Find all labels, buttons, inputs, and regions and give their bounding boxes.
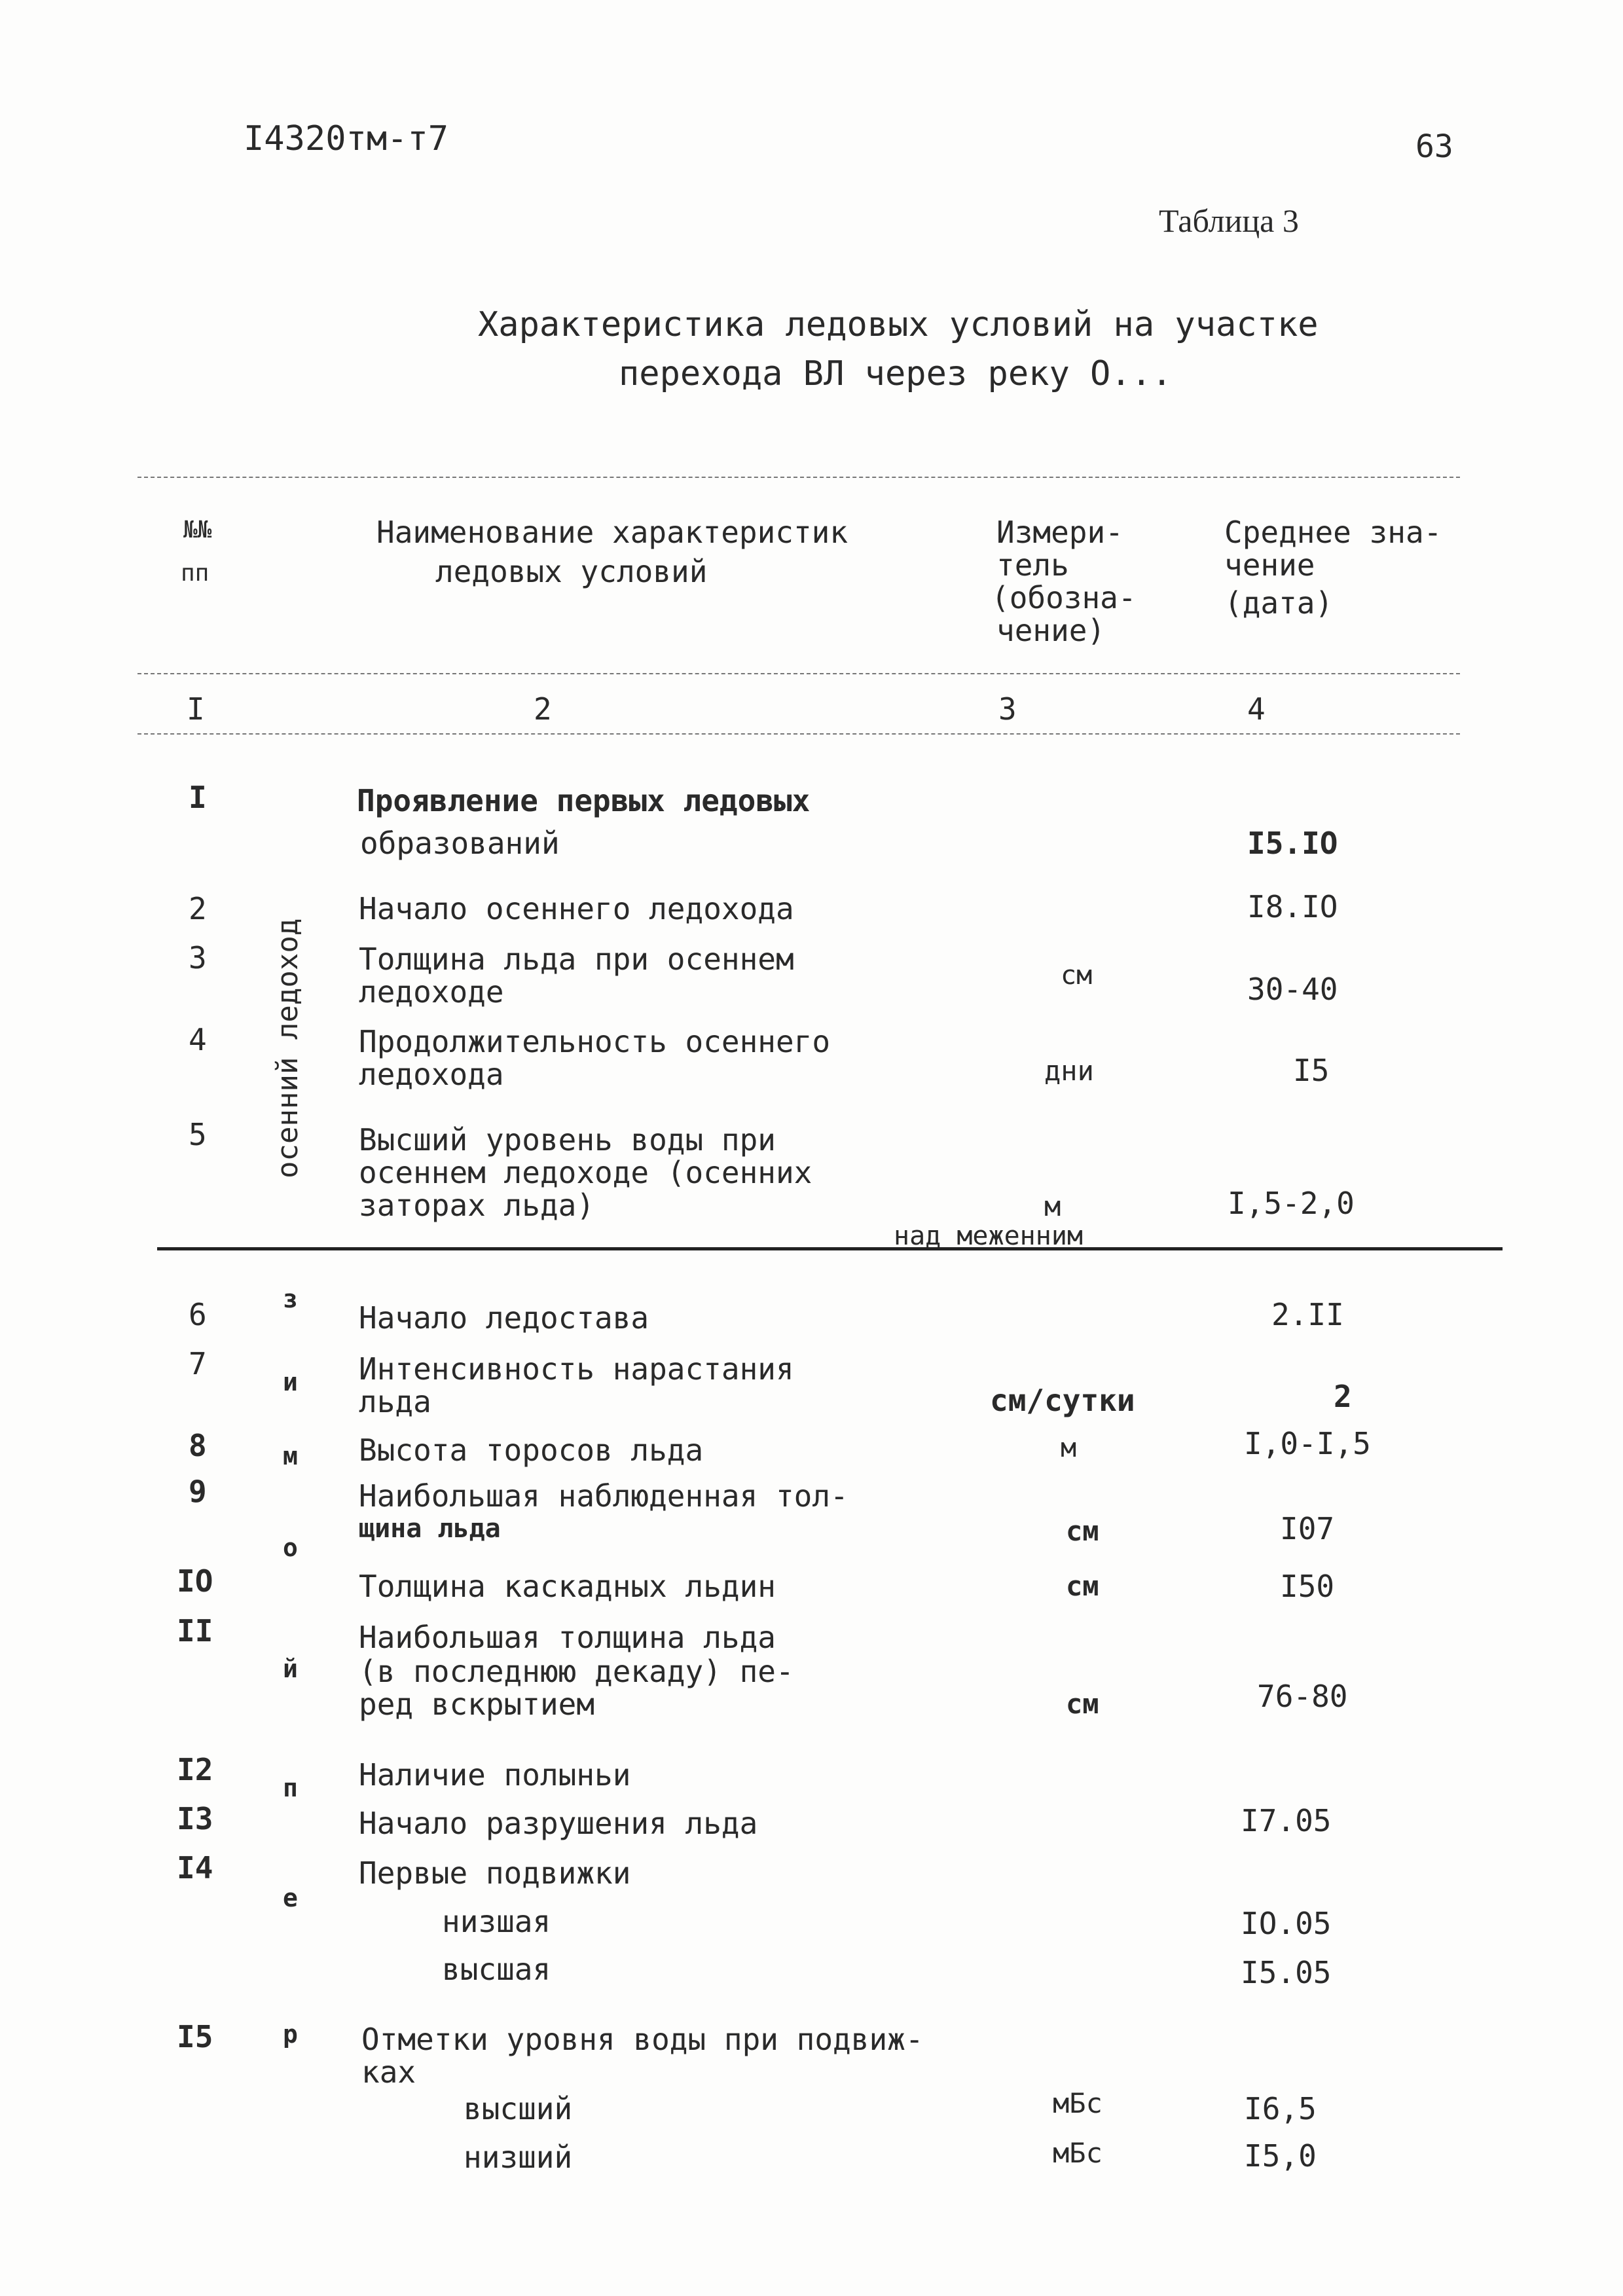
row-name-line: Интенсивность нарастания: [359, 1351, 794, 1387]
row-number: I4: [177, 1850, 213, 1886]
section-autumn-label: осенний ледоход: [271, 918, 304, 1178]
row-name-line: Продолжительность осеннего: [359, 1024, 831, 1059]
row-name-line: ках: [361, 2054, 416, 2090]
row-unit: м: [1044, 1190, 1061, 1222]
row-name-line: Первые подвижки: [359, 1855, 631, 1891]
table-title-line-2: перехода ВЛ через реку О...: [619, 354, 1173, 393]
table-title-line-1: Характеристика ледовых условий на участке: [478, 305, 1319, 344]
row-name-line: Начало осеннего ледохода: [359, 891, 794, 926]
column-index-4: 4: [1247, 691, 1266, 727]
row-value: I50: [1280, 1569, 1335, 1604]
column-header-value-line: чение: [1224, 547, 1315, 583]
column-header-name-line: Наименование характеристик: [376, 515, 848, 550]
row-name-line: Высота торосов льда: [359, 1432, 704, 1468]
column-header-unit-line: чение): [996, 613, 1106, 648]
column-header-value-line: (дата): [1224, 585, 1334, 621]
row-value: I5,0: [1244, 2138, 1317, 2174]
row-value: I5.05: [1241, 1955, 1332, 1990]
row-number: II: [177, 1613, 213, 1649]
row-unit: см: [1066, 1570, 1099, 1602]
row-number: I: [189, 780, 207, 815]
page-number: 63: [1415, 128, 1453, 165]
row-unit: дни: [1044, 1055, 1094, 1087]
row-name-line: Начало разрушения льда: [359, 1806, 758, 1841]
section-winter-letter: и: [283, 1368, 298, 1396]
column-header-name-line: ледовых условий: [435, 554, 708, 589]
row-name-line: Начало ледостава: [359, 1300, 649, 1336]
row-unit: мБс: [1053, 2137, 1103, 2169]
section-divider: [157, 1247, 1503, 1250]
column-header-unit-line: (обозна-: [991, 580, 1137, 615]
row-name-line: Проявление первых ледовых: [357, 783, 811, 818]
column-header-value-line: Среднее зна-: [1224, 515, 1442, 550]
row-value: I,5-2,0: [1228, 1186, 1355, 1221]
row-name-line: ред вскрытием: [359, 1686, 595, 1722]
row-number: 4: [189, 1022, 207, 1057]
row-number: I3: [177, 1801, 213, 1836]
row-value: I5.IO: [1247, 826, 1338, 861]
row-name-line: Наибольшая толщина льда: [359, 1620, 776, 1655]
row-value: I8.IO: [1247, 889, 1338, 924]
column-header-unit-line: тель: [996, 547, 1069, 583]
row-name-line: низшая: [442, 1904, 551, 1939]
row-name-line: высший: [464, 2091, 573, 2126]
row-number: 6: [189, 1297, 207, 1332]
row-unit: см: [1066, 1515, 1099, 1547]
section-winter-letter: й: [283, 1654, 298, 1683]
row-value: 2: [1334, 1379, 1352, 1414]
row-name-line: Толщина каскадных льдин: [359, 1569, 776, 1604]
row-name-line: образований: [360, 826, 560, 861]
row-number: 3: [189, 940, 207, 975]
row-name-line: Наличие полыньи: [359, 1757, 631, 1793]
row-name-line: щина льда: [359, 1514, 501, 1544]
index-row-rule: [137, 733, 1460, 735]
section-winter-letter: м: [283, 1442, 298, 1470]
row-name-line: льда: [359, 1384, 431, 1419]
column-header-number-line: №№: [183, 517, 212, 543]
column-header-number-line: пп: [181, 560, 210, 587]
section-winter-letter: з: [283, 1285, 298, 1313]
row-number: IO: [177, 1563, 213, 1599]
document-code: I4320тм-т7: [244, 119, 449, 158]
header-top-rule: [137, 477, 1460, 478]
row-name-line: Наибольшая наблюденная тол-: [359, 1478, 848, 1514]
column-header-unit-line: Измери-: [996, 515, 1123, 550]
section-winter-letter: о: [283, 1533, 298, 1562]
row-number: I5: [177, 2019, 213, 2054]
row-value: I07: [1280, 1511, 1335, 1546]
row-number: 2: [189, 891, 207, 926]
row-name-line: заторах льда): [359, 1188, 595, 1223]
row-unit: м: [1061, 1433, 1077, 1463]
row-value: 76-80: [1257, 1679, 1348, 1714]
table-label: Таблица 3: [1159, 202, 1299, 239]
row-value: 2.II: [1271, 1297, 1344, 1332]
row-value: I5: [1293, 1053, 1330, 1088]
row-number: 9: [189, 1474, 207, 1509]
column-index-2: 2: [534, 691, 552, 727]
row-value: 30-40: [1247, 972, 1338, 1007]
row-name-line: низший: [464, 2140, 573, 2175]
row-name-line: высшая: [442, 1952, 551, 1987]
row-name-line: ледохода: [359, 1057, 504, 1092]
row-unit: см/сутки: [990, 1383, 1135, 1418]
row-name-line: (в последнюю декаду) пе-: [359, 1654, 794, 1689]
row-name-line: осеннем ледоходе (осенних: [359, 1155, 812, 1190]
row-number: I2: [177, 1752, 213, 1787]
row-number: 5: [189, 1117, 207, 1152]
row-name-line: Высший уровень воды при: [359, 1122, 776, 1157]
row-value: IO.05: [1241, 1906, 1332, 1941]
row-value: I6,5: [1244, 2091, 1317, 2126]
section-winter-letter: п: [283, 1774, 298, 1802]
section-winter-letter: е: [283, 1884, 298, 1912]
row-number: 7: [189, 1346, 207, 1381]
row-unit: см: [1061, 960, 1093, 991]
row-name-line: Толщина льда при осеннем: [359, 941, 794, 977]
row-unit-note: над меженним: [894, 1221, 1083, 1251]
row-name-line: ледоходе: [359, 974, 504, 1010]
column-index-1: I: [187, 691, 205, 727]
section-winter-letter: р: [283, 2020, 298, 2049]
row-number: 8: [189, 1428, 207, 1463]
row-unit: мБс: [1053, 2087, 1103, 2119]
row-value: I,0-I,5: [1244, 1426, 1371, 1461]
row-name-line: Отметки уровня воды при подвиж-: [361, 2022, 924, 2057]
row-value: I7.05: [1241, 1803, 1332, 1838]
row-unit: см: [1066, 1688, 1099, 1720]
column-index-3: 3: [998, 691, 1017, 727]
header-bottom-rule: [137, 673, 1460, 674]
